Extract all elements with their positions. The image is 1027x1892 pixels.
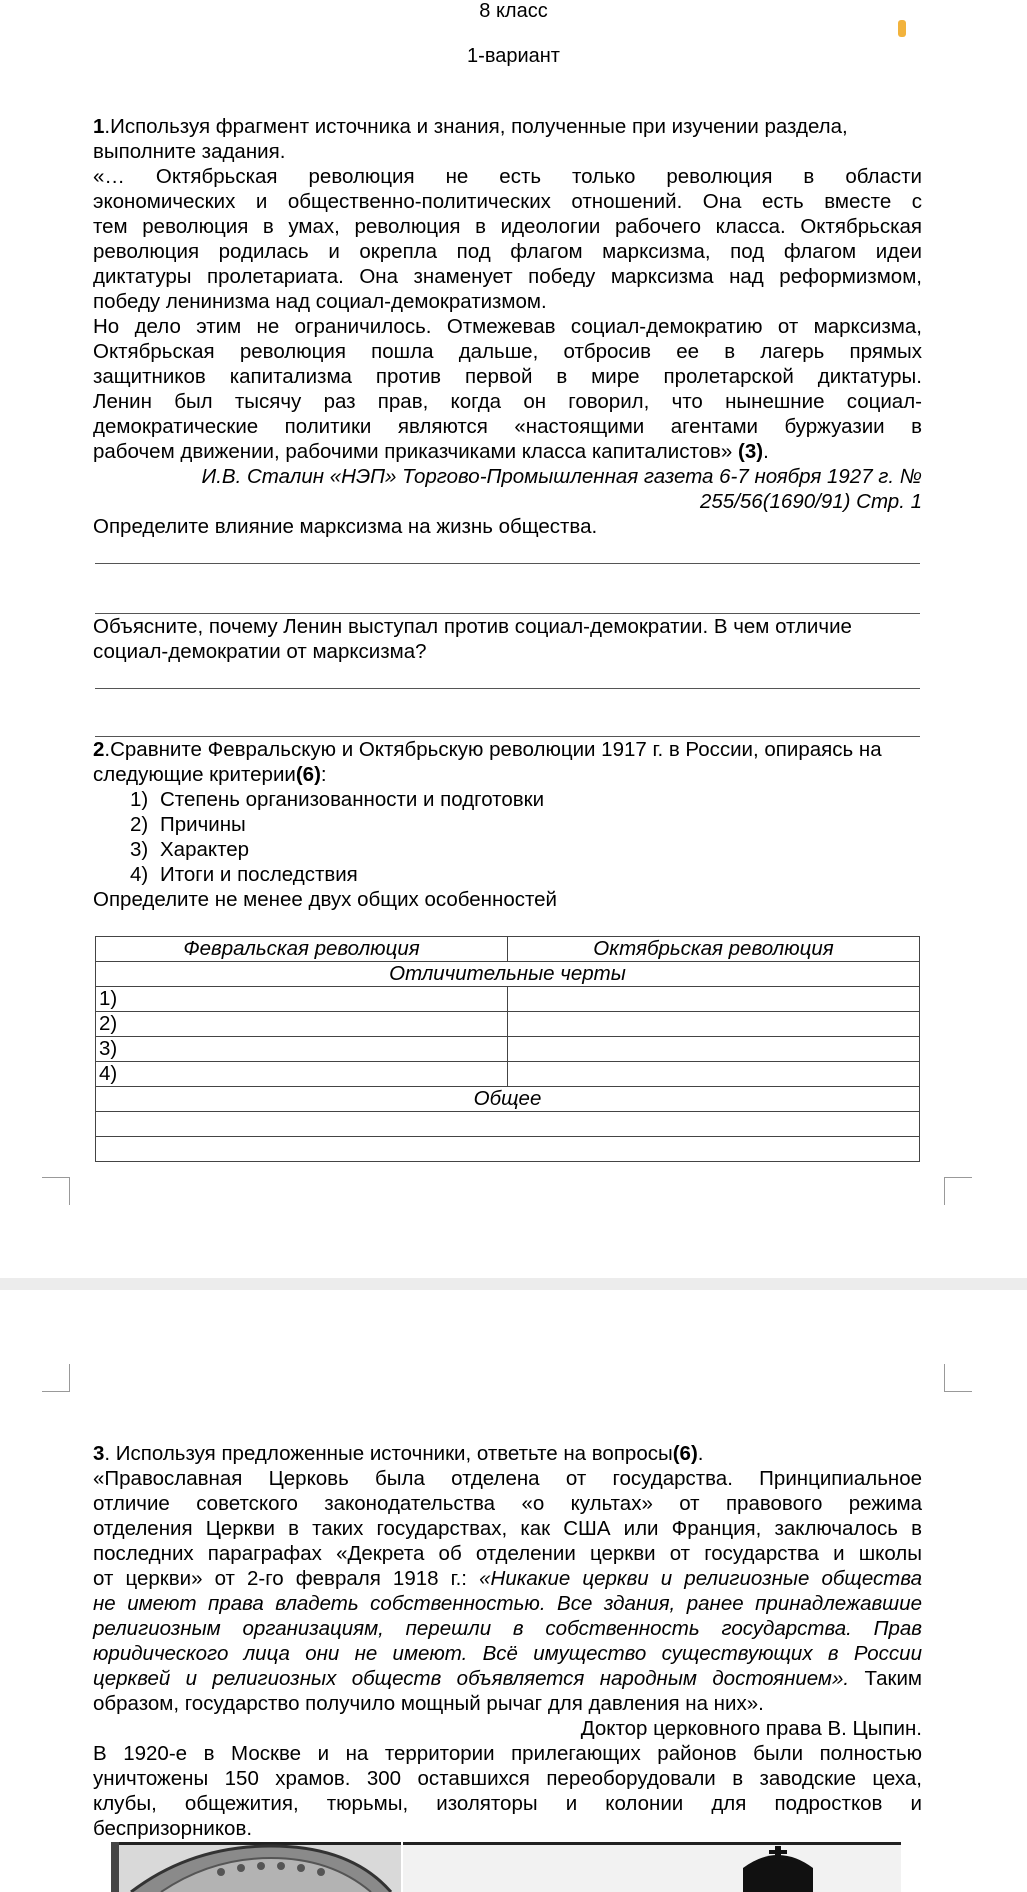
row-label[interactable]: 4)	[96, 1062, 508, 1087]
table-cell[interactable]	[508, 987, 920, 1012]
table-cell[interactable]	[508, 1012, 920, 1037]
q1-quote-line: диктатуры пролетариата. Она знаменует победу марксизма над реформизмом,	[93, 265, 922, 288]
table-row	[96, 1112, 920, 1137]
crop-mark	[944, 1177, 972, 1205]
q3-line: религиозным организациям, перешли в собственность государства. Прав	[93, 1617, 922, 1640]
q1-quote-line: «… Октябрьская революция не есть только революция в области	[93, 165, 922, 188]
q1-quote-end: рабочем движении, рабочими приказчиками класса капиталистов» (3).	[93, 440, 769, 463]
crop-mark	[944, 1364, 972, 1392]
question-2	[93, 737, 922, 912]
table-row	[96, 1037, 920, 1062]
criteria-item: 2) Причины	[130, 813, 246, 836]
criteria-list	[93, 787, 922, 887]
q3-line: церквей и религиозных обществ объявляется народным достоянием». Таким	[93, 1667, 922, 1690]
q3-line: уничтожены 150 храмов. 300 оставшихся переоборудовали в заводские цеха,	[93, 1767, 922, 1790]
crop-mark	[42, 1177, 70, 1205]
criteria-item: 3) Характер	[130, 838, 250, 861]
q3-author: Доктор церковного права В. Цыпин.	[580, 1717, 922, 1740]
row-label[interactable]: 1)	[96, 987, 508, 1012]
q1-quote-line: экономических и общественно-политических отношений. Она есть вместе с	[93, 190, 922, 213]
decree-quote: «Никакие церкви и религиозные общества	[479, 1567, 922, 1590]
table-cell[interactable]	[96, 1112, 920, 1137]
q2-intro: 2.Сравните Февральскую и Октябрьскую революции 1917 г. в России, опираясь на следующие критерии(6):	[93, 738, 882, 786]
q2-points: (6)	[295, 763, 321, 786]
q1-quote-line: Но дело этим не ограничилось. Отмежевав социал-демократию от марксизма,	[93, 315, 922, 338]
table-row	[96, 1137, 920, 1162]
question-3	[93, 1441, 922, 1841]
q1-citation: И.В. Сталин «НЭП» Торгово-Промышленная газета 6-7 ноября 1927 г. №	[201, 465, 922, 488]
q3-line: последних параграфах «Декрета об отделении церкви от государства и школы	[93, 1542, 922, 1565]
criteria-item: 1) Степень организованности и подготовки	[130, 788, 545, 811]
grade-label: 8 класс	[479, 0, 548, 22]
q1-intro: 1.Используя фрагмент источника и знания, полученные при изучении раздела, выполните задания.	[93, 115, 848, 163]
q3-line: не имеют права владеть собственностью. Все здания, ранее принадлежавшие	[93, 1592, 922, 1615]
q1-quote-line: Ленин был тысячу раз прав, когда он говорил, что нынешние социал-	[93, 390, 922, 413]
criteria-item: 4) Итоги и последствия	[130, 863, 358, 886]
q1-points: (3)	[738, 440, 764, 463]
table-section-row	[96, 1087, 920, 1112]
section-common: Общее	[96, 1087, 920, 1112]
section-differences: Отличительные черты	[96, 962, 920, 987]
table-row	[96, 1062, 920, 1087]
church-dome-photo	[403, 1842, 901, 1892]
q3-line: беспризорников.	[93, 1817, 253, 1840]
row-label[interactable]: 2)	[96, 1012, 508, 1037]
crop-mark	[42, 1364, 70, 1392]
table-row	[96, 1012, 920, 1037]
q2-task: Определите не менее двух общих особенностей	[93, 888, 557, 911]
q1-task-b: Объясните, почему Ленин выступал против социал-демократии. В чем отличие социал-демократии от марксизма?	[93, 615, 852, 663]
q3-points: (6)	[672, 1442, 698, 1465]
q3-line: В 1920-е в Москве и на территории прилегающих районов были полностью	[93, 1742, 922, 1765]
answer-line[interactable]	[95, 688, 920, 689]
q1-quote-line: Октябрьская революция пошла дальше, отбросив ее в лагерь прямых	[93, 340, 922, 363]
q1-citation-page: 255/56(1690/91) Стр. 1	[700, 490, 922, 513]
table-cell[interactable]	[96, 1137, 920, 1162]
row-label[interactable]: 3)	[96, 1037, 508, 1062]
q3-line: отделения Церкви в таких государствах, как США или Франция, заключалось в	[93, 1517, 922, 1540]
q3-line: клубы, общежития, тюрьмы, изоляторы и колонии для подростков и	[93, 1792, 922, 1815]
q1-quote-line: победу ленинизма над социал-демократизмом.	[93, 290, 547, 313]
q3-line: от церкви» от 2-го февраля 1918 г.: «Никакие церкви и религиозные общества	[93, 1567, 922, 1590]
table-row	[96, 987, 920, 1012]
q3-line: образом, государство получило мощный рычаг для давления на них».	[93, 1692, 764, 1715]
q3-line: отличие советского законодательства «о культах» от правового режима	[93, 1492, 922, 1515]
q3-line: юридического лица они не имеют. Всё имущество существующих в России	[93, 1642, 922, 1665]
q1-quote-line: демократические политики являются «настоящими агентами буржуазии в	[93, 415, 922, 438]
col-october: Октябрьская революция	[508, 937, 920, 962]
church-interior-photo	[111, 1842, 401, 1892]
q1-task-a: Определите влияние марксизма на жизнь общества.	[93, 515, 598, 538]
variant-label: 1-вариант	[467, 45, 560, 67]
q1-quote-line: тем революция в умах, революция в идеологии рабочего класса. Октябрьская	[93, 215, 922, 238]
question-1	[93, 114, 922, 539]
q1-quote-line: революция родилась и окрепла под флагом марксизма, под флагом идеи	[93, 240, 922, 263]
page-separator	[0, 1278, 1027, 1290]
comparison-table	[95, 936, 920, 1162]
col-february: Февральская революция	[96, 937, 508, 962]
table-section-row	[96, 962, 920, 987]
q3-line: «Православная Церковь была отделена от государства. Принципиальное	[93, 1467, 922, 1490]
table-cell[interactable]	[508, 1037, 920, 1062]
q3-intro: 3. Используя предложенные источники, ответьте на вопросы(6).	[93, 1442, 704, 1465]
table-header-row	[96, 937, 920, 962]
table-cell[interactable]	[508, 1062, 920, 1087]
answer-line[interactable]	[95, 563, 920, 564]
scroll-marker	[898, 20, 906, 37]
q1-quote-line: защитников капитализма против первой в мире пролетарской диктатуры.	[93, 365, 922, 388]
